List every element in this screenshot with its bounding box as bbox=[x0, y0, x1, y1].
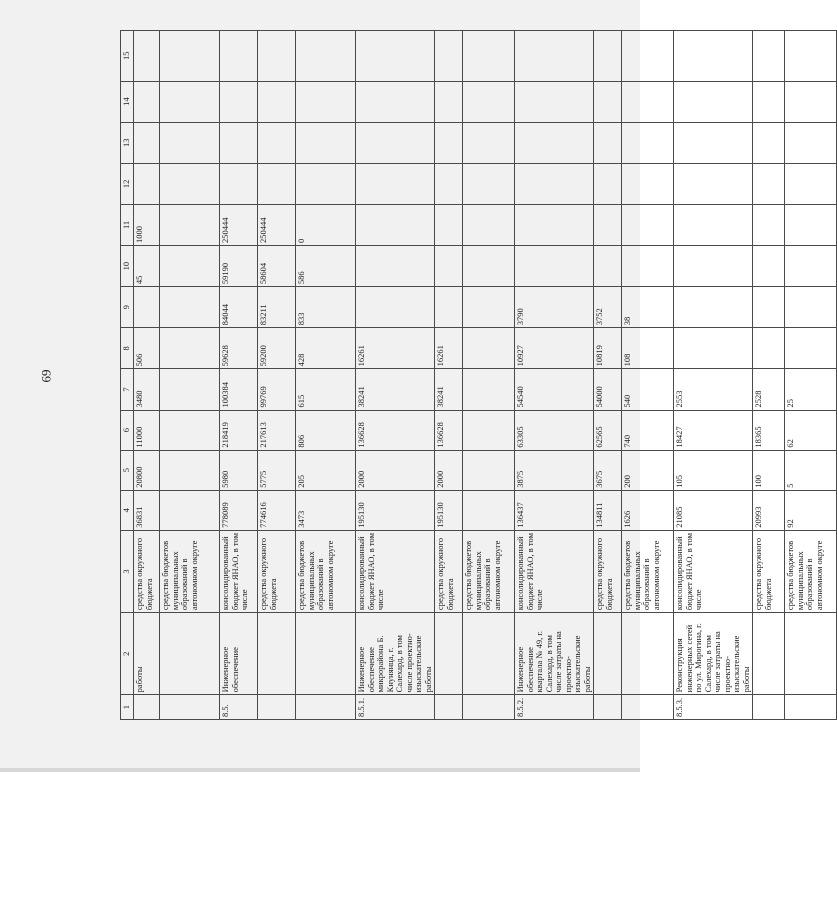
table-row bbox=[463, 31, 515, 720]
value-cell: 59190 bbox=[220, 246, 258, 287]
value-cell bbox=[515, 163, 594, 204]
value-cell bbox=[435, 204, 463, 245]
value-cell bbox=[594, 246, 622, 287]
row-title-cell bbox=[753, 613, 785, 695]
header-cell: 11 bbox=[121, 204, 134, 245]
value-cell bbox=[785, 122, 837, 163]
value-cell: 205 bbox=[296, 450, 356, 490]
value-cell bbox=[753, 81, 785, 122]
value-cell bbox=[435, 81, 463, 122]
value-cell bbox=[463, 450, 515, 490]
value-cell: 3875 bbox=[515, 450, 594, 490]
value-cell bbox=[356, 81, 435, 122]
value-cell: 5775 bbox=[258, 450, 296, 490]
value-cell: 1000 bbox=[134, 204, 160, 245]
funding-source-cell: средства окружного бюджета bbox=[134, 530, 160, 612]
value-cell: 615 bbox=[296, 369, 356, 410]
value-cell bbox=[463, 31, 515, 82]
value-cell bbox=[785, 31, 837, 82]
value-cell bbox=[785, 163, 837, 204]
value-cell bbox=[515, 31, 594, 82]
value-cell bbox=[258, 31, 296, 82]
funding-source-cell: средства окружного бюджета bbox=[258, 530, 296, 612]
value-cell bbox=[258, 163, 296, 204]
row-number-cell bbox=[785, 695, 837, 720]
value-cell: 195130 bbox=[435, 490, 463, 530]
value-cell: 18365 bbox=[753, 410, 785, 450]
value-cell bbox=[594, 163, 622, 204]
value-cell bbox=[622, 81, 674, 122]
table-row bbox=[594, 31, 622, 720]
value-cell: 59628 bbox=[220, 328, 258, 369]
value-cell bbox=[296, 163, 356, 204]
row-title-cell bbox=[296, 613, 356, 695]
funding-source-cell: средства бюджетов муниципальных образований в автономном округе bbox=[463, 530, 515, 612]
table-row bbox=[296, 31, 356, 720]
table-body bbox=[121, 31, 837, 720]
header-cell: 9 bbox=[121, 287, 134, 328]
value-cell bbox=[296, 31, 356, 82]
value-cell: 54540 bbox=[515, 369, 594, 410]
value-cell: 63305 bbox=[515, 410, 594, 450]
value-cell: 100 bbox=[753, 450, 785, 490]
value-cell: 10819 bbox=[594, 328, 622, 369]
funding-source-cell: консолидированный бюджет ЯНАО, в том числе bbox=[356, 530, 435, 612]
value-cell bbox=[463, 410, 515, 450]
value-cell: 92 bbox=[785, 490, 837, 530]
value-cell: 3752 bbox=[594, 287, 622, 328]
row-number-cell bbox=[753, 695, 785, 720]
value-cell: 99769 bbox=[258, 369, 296, 410]
value-cell bbox=[785, 246, 837, 287]
table-row bbox=[160, 31, 220, 720]
value-cell bbox=[515, 204, 594, 245]
value-cell: 136628 bbox=[356, 410, 435, 450]
value-cell: 20993 bbox=[753, 490, 785, 530]
value-cell bbox=[515, 81, 594, 122]
funding-source-cell: средства бюджетов муниципальных образований в автономном округе bbox=[622, 530, 674, 612]
value-cell bbox=[753, 287, 785, 328]
value-cell bbox=[622, 122, 674, 163]
funding-source-cell: консолидированный бюджет ЯНАО, в том числе bbox=[674, 530, 753, 612]
value-cell: 20800 bbox=[134, 450, 160, 490]
value-cell: 2553 bbox=[674, 369, 753, 410]
value-cell bbox=[160, 81, 220, 122]
row-number-cell: 8.5.2. bbox=[515, 695, 594, 720]
value-cell bbox=[463, 287, 515, 328]
value-cell bbox=[134, 122, 160, 163]
value-cell: 540 bbox=[622, 369, 674, 410]
table-row bbox=[356, 31, 435, 720]
value-cell bbox=[463, 490, 515, 530]
value-cell bbox=[435, 122, 463, 163]
value-cell bbox=[160, 369, 220, 410]
table-row bbox=[258, 31, 296, 720]
row-title-cell bbox=[258, 613, 296, 695]
table-row bbox=[435, 31, 463, 720]
row-title-cell: Инженерное обеспечение bbox=[220, 613, 258, 695]
value-cell bbox=[785, 328, 837, 369]
budget-table bbox=[120, 30, 837, 720]
value-cell: 217613 bbox=[258, 410, 296, 450]
value-cell: 586 bbox=[296, 246, 356, 287]
value-cell: 83211 bbox=[258, 287, 296, 328]
row-title-cell: Инженерное обеспечение микрорайона Б. Кнунянца, г. Салехард, в том числе проектно-изыскательские работы bbox=[356, 613, 435, 695]
value-cell bbox=[356, 31, 435, 82]
value-cell bbox=[160, 204, 220, 245]
value-cell: 45 bbox=[134, 246, 160, 287]
value-cell: 833 bbox=[296, 287, 356, 328]
value-cell bbox=[622, 204, 674, 245]
value-cell bbox=[674, 81, 753, 122]
value-cell bbox=[594, 122, 622, 163]
value-cell bbox=[674, 163, 753, 204]
value-cell bbox=[674, 31, 753, 82]
value-cell: 62565 bbox=[594, 410, 622, 450]
value-cell: 136628 bbox=[435, 410, 463, 450]
value-cell: 59200 bbox=[258, 328, 296, 369]
funding-source-cell: средства окружного бюджета bbox=[753, 530, 785, 612]
table-row bbox=[622, 31, 674, 720]
page-edge bbox=[0, 768, 640, 772]
value-cell bbox=[356, 163, 435, 204]
row-number-cell: 8.5.3. bbox=[674, 695, 753, 720]
value-cell: 428 bbox=[296, 328, 356, 369]
row-number-cell bbox=[134, 695, 160, 720]
value-cell bbox=[622, 31, 674, 82]
value-cell bbox=[356, 246, 435, 287]
row-number-cell bbox=[622, 695, 674, 720]
value-cell: 740 bbox=[622, 410, 674, 450]
value-cell bbox=[753, 328, 785, 369]
value-cell bbox=[753, 122, 785, 163]
value-cell bbox=[134, 163, 160, 204]
row-number-cell bbox=[258, 695, 296, 720]
value-cell: 11000 bbox=[134, 410, 160, 450]
value-cell: 36831 bbox=[134, 490, 160, 530]
value-cell bbox=[785, 204, 837, 245]
header-cell: 15 bbox=[121, 31, 134, 82]
row-title-cell: Инженерное обеспечение квартала № 49, г. Салехард, в том числе затраты на проектно-изыскательские работы bbox=[515, 613, 594, 695]
header-cell: 8 bbox=[121, 328, 134, 369]
value-cell: 136437 bbox=[515, 490, 594, 530]
header-cell: 2 bbox=[121, 613, 134, 695]
page-number: 69 bbox=[38, 369, 54, 383]
value-cell bbox=[463, 246, 515, 287]
value-cell bbox=[674, 122, 753, 163]
value-cell: 5 bbox=[785, 450, 837, 490]
header-cell: 7 bbox=[121, 369, 134, 410]
value-cell: 774616 bbox=[258, 490, 296, 530]
value-cell: 195130 bbox=[356, 490, 435, 530]
value-cell bbox=[674, 328, 753, 369]
value-cell: 84044 bbox=[220, 287, 258, 328]
row-number-cell: 8.5. bbox=[220, 695, 258, 720]
value-cell: 2528 bbox=[753, 369, 785, 410]
value-cell bbox=[753, 31, 785, 82]
row-number-cell bbox=[463, 695, 515, 720]
funding-source-cell: средства бюджетов муниципальных образований в автономном округе bbox=[160, 530, 220, 612]
value-cell bbox=[622, 246, 674, 287]
value-cell: 10927 bbox=[515, 328, 594, 369]
value-cell bbox=[160, 163, 220, 204]
value-cell: 25 bbox=[785, 369, 837, 410]
header-cell: 1 bbox=[121, 695, 134, 720]
value-cell: 3790 bbox=[515, 287, 594, 328]
value-cell: 2000 bbox=[356, 450, 435, 490]
value-cell: 5980 bbox=[220, 450, 258, 490]
value-cell bbox=[296, 122, 356, 163]
table-row bbox=[674, 31, 753, 720]
value-cell: 54000 bbox=[594, 369, 622, 410]
table-row bbox=[785, 31, 837, 720]
value-cell bbox=[220, 163, 258, 204]
value-cell bbox=[435, 287, 463, 328]
value-cell: 3480 bbox=[134, 369, 160, 410]
value-cell bbox=[220, 81, 258, 122]
value-cell bbox=[674, 204, 753, 245]
value-cell bbox=[258, 81, 296, 122]
value-cell: 38 bbox=[622, 287, 674, 328]
value-cell bbox=[753, 204, 785, 245]
value-cell bbox=[674, 287, 753, 328]
value-cell: 108 bbox=[622, 328, 674, 369]
value-cell: 100384 bbox=[220, 369, 258, 410]
value-cell bbox=[594, 81, 622, 122]
value-cell bbox=[220, 122, 258, 163]
row-title-cell bbox=[160, 613, 220, 695]
row-number-cell bbox=[435, 695, 463, 720]
value-cell: 18427 bbox=[674, 410, 753, 450]
value-cell bbox=[356, 204, 435, 245]
value-cell bbox=[356, 287, 435, 328]
header-cell: 14 bbox=[121, 81, 134, 122]
value-cell: 3675 bbox=[594, 450, 622, 490]
value-cell: 250444 bbox=[258, 204, 296, 245]
value-cell bbox=[515, 246, 594, 287]
value-cell: 250444 bbox=[220, 204, 258, 245]
row-title-cell bbox=[785, 613, 837, 695]
value-cell bbox=[463, 122, 515, 163]
value-cell bbox=[160, 328, 220, 369]
header-cell: 3 bbox=[121, 530, 134, 612]
table-row bbox=[515, 31, 594, 720]
row-title-cell bbox=[594, 613, 622, 695]
row-title-cell bbox=[463, 613, 515, 695]
row-number-cell bbox=[160, 695, 220, 720]
value-cell bbox=[356, 122, 435, 163]
value-cell: 21085 bbox=[674, 490, 753, 530]
value-cell bbox=[160, 287, 220, 328]
value-cell: 62 bbox=[785, 410, 837, 450]
value-cell bbox=[160, 450, 220, 490]
value-cell bbox=[463, 369, 515, 410]
value-cell bbox=[134, 287, 160, 328]
value-cell bbox=[296, 81, 356, 122]
header-cell: 4 bbox=[121, 490, 134, 530]
value-cell: 0 bbox=[296, 204, 356, 245]
header-cell: 10 bbox=[121, 246, 134, 287]
table-row bbox=[134, 31, 160, 720]
value-cell bbox=[463, 328, 515, 369]
value-cell: 506 bbox=[134, 328, 160, 369]
header-cell: 5 bbox=[121, 450, 134, 490]
value-cell: 3473 bbox=[296, 490, 356, 530]
value-cell bbox=[160, 31, 220, 82]
value-cell bbox=[134, 81, 160, 122]
row-title-cell bbox=[622, 613, 674, 695]
value-cell bbox=[594, 31, 622, 82]
value-cell bbox=[515, 122, 594, 163]
value-cell: 16261 bbox=[356, 328, 435, 369]
value-cell bbox=[435, 163, 463, 204]
value-cell bbox=[622, 163, 674, 204]
value-cell bbox=[160, 410, 220, 450]
value-cell bbox=[463, 163, 515, 204]
row-number-cell bbox=[594, 695, 622, 720]
value-cell bbox=[258, 122, 296, 163]
value-cell: 105 bbox=[674, 450, 753, 490]
row-number-cell: 8.5.1. bbox=[356, 695, 435, 720]
row-title-cell: Реконструкция инженерных сетей по ул. Мирогина, г. Салехард, в том числе затраты на проектно-изыскательские работы bbox=[674, 613, 753, 695]
value-cell bbox=[463, 81, 515, 122]
value-cell bbox=[435, 246, 463, 287]
value-cell: 218419 bbox=[220, 410, 258, 450]
value-cell bbox=[160, 122, 220, 163]
value-cell bbox=[435, 31, 463, 82]
funding-source-cell: средства бюджетов муниципальных образований в автономном округе bbox=[296, 530, 356, 612]
funding-source-cell: консолидированный бюджет ЯНАО, в том числе bbox=[220, 530, 258, 612]
value-cell bbox=[785, 287, 837, 328]
value-cell: 806 bbox=[296, 410, 356, 450]
value-cell: 38241 bbox=[435, 369, 463, 410]
funding-source-cell: средства окружного бюджета bbox=[594, 530, 622, 612]
value-cell: 2000 bbox=[435, 450, 463, 490]
value-cell bbox=[753, 163, 785, 204]
funding-source-cell: средства бюджетов муниципальных образований в автономном округе bbox=[785, 530, 837, 612]
value-cell bbox=[134, 31, 160, 82]
row-number-cell bbox=[296, 695, 356, 720]
value-cell bbox=[594, 204, 622, 245]
value-cell: 1626 bbox=[622, 490, 674, 530]
funding-source-cell: консолидированный бюджет ЯНАО, в том числе bbox=[515, 530, 594, 612]
value-cell bbox=[160, 246, 220, 287]
header-cell: 13 bbox=[121, 122, 134, 163]
value-cell bbox=[674, 246, 753, 287]
row-title-cell bbox=[435, 613, 463, 695]
value-cell: 778089 bbox=[220, 490, 258, 530]
value-cell: 58604 bbox=[258, 246, 296, 287]
header-cell: 12 bbox=[121, 163, 134, 204]
value-cell: 200 bbox=[622, 450, 674, 490]
value-cell bbox=[160, 490, 220, 530]
value-cell: 16261 bbox=[435, 328, 463, 369]
value-cell: 38241 bbox=[356, 369, 435, 410]
header-cell: 6 bbox=[121, 410, 134, 450]
funding-source-cell: средства окружного бюджета bbox=[435, 530, 463, 612]
value-cell: 134811 bbox=[594, 490, 622, 530]
table-row bbox=[220, 31, 258, 720]
table-row bbox=[753, 31, 785, 720]
value-cell bbox=[753, 246, 785, 287]
value-cell bbox=[785, 81, 837, 122]
table-header-row bbox=[121, 31, 134, 720]
value-cell bbox=[220, 31, 258, 82]
row-title-cell: работы bbox=[134, 613, 160, 695]
value-cell bbox=[463, 204, 515, 245]
